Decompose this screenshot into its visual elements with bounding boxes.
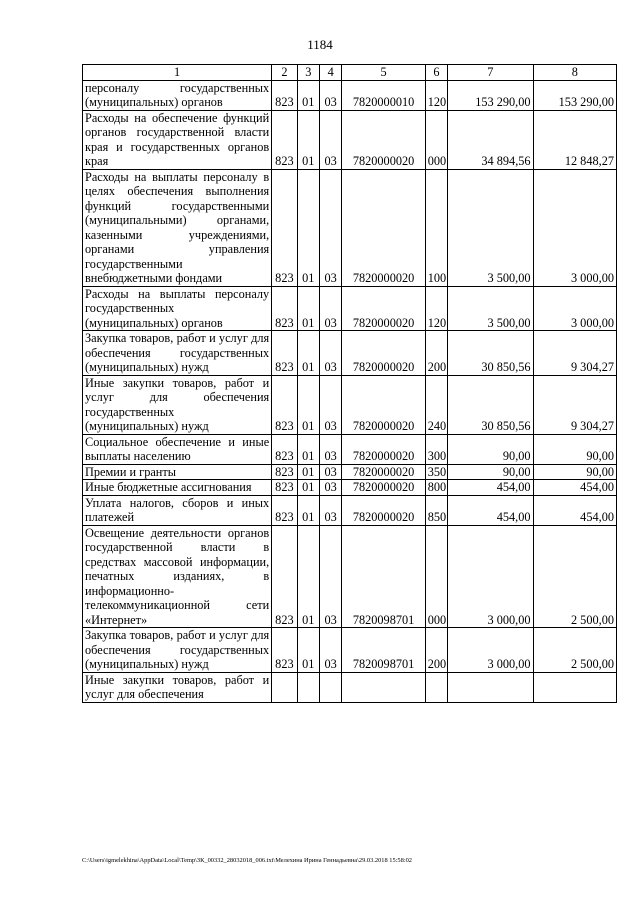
target-article-code: 7820000020 (342, 464, 425, 480)
table-row (83, 525, 617, 628)
expense-type-code: 100 (425, 169, 447, 286)
section-code: 01 (297, 495, 319, 525)
row-description: Расходы на выплаты персоналу в целях обеспечения выполнения функций государственными (муниципальными) органами, казенными учреждениями, органами управления государственными внебюджетными фондами (83, 169, 272, 286)
amount-col-7: 3 500,00 (448, 169, 533, 286)
row-description: Расходы на обеспечение функций органов государственной власти края и государственных органов края (83, 110, 272, 169)
amount-col-8: 9 304,27 (533, 375, 616, 434)
table-row (83, 464, 617, 480)
row-description: Закупка товаров, работ и услуг для обеспечения государственных (муниципальных) нужд (83, 331, 272, 376)
table-row (83, 480, 617, 496)
ministry-code: 823 (272, 375, 297, 434)
section-code: 01 (297, 628, 319, 673)
section-code: 01 (297, 169, 319, 286)
ministry-code: 823 (272, 169, 297, 286)
subsection-code: 03 (319, 628, 341, 673)
section-code: 01 (297, 331, 319, 376)
row-description: персоналу государственных (муниципальных) органов (83, 80, 272, 110)
amount-col-7: 90,00 (448, 434, 533, 464)
column-header-5: 5 (342, 65, 425, 81)
amount-col-7: 34 894,56 (448, 110, 533, 169)
row-description: Закупка товаров, работ и услуг для обеспечения государственных (муниципальных) нужд (83, 628, 272, 673)
section-code: 01 (297, 375, 319, 434)
amount-col-7: 30 850,56 (448, 375, 533, 434)
target-article-code: 7820000020 (342, 434, 425, 464)
expense-type-code: 240 (425, 375, 447, 434)
row-description: Расходы на выплаты персоналу государственных (муниципальных) органов (83, 286, 272, 331)
table-row (83, 110, 617, 169)
target-article-code: 7820000020 (342, 169, 425, 286)
row-description: Освещение деятельности органов государственной власти в средствах массовой информации, печатных изданиях, в информационно-телекоммуникационной сети «Интернет» (83, 525, 272, 628)
amount-col-7: 454,00 (448, 480, 533, 496)
page-number: 1184 (307, 37, 333, 52)
amount-col-7: 30 850,56 (448, 331, 533, 376)
target-article-code: 7820000010 (342, 80, 425, 110)
column-header-8: 8 (533, 65, 616, 81)
section-code: 01 (297, 110, 319, 169)
expense-type-code: 300 (425, 434, 447, 464)
expense-type-code: 120 (425, 80, 447, 110)
target-article-code: 7820000020 (342, 286, 425, 331)
table-row (83, 375, 617, 434)
subsection-code: 03 (319, 464, 341, 480)
header-row (83, 65, 617, 81)
target-article-code: 7820000020 (342, 480, 425, 496)
amount-col-8: 90,00 (533, 464, 616, 480)
table-row (83, 331, 617, 376)
table-row (83, 495, 617, 525)
table-row (83, 286, 617, 331)
expense-type-code (425, 672, 447, 702)
amount-col-8: 454,00 (533, 480, 616, 496)
amount-col-8: 2 500,00 (533, 525, 616, 628)
ministry-code: 823 (272, 80, 297, 110)
amount-col-8: 3 000,00 (533, 286, 616, 331)
subsection-code: 03 (319, 286, 341, 331)
section-code: 01 (297, 286, 319, 331)
amount-col-7: 153 290,00 (448, 80, 533, 110)
row-description: Социальное обеспечение и иные выплаты населению (83, 434, 272, 464)
expense-type-code: 120 (425, 286, 447, 331)
amount-col-7: 3 000,00 (448, 525, 533, 628)
ministry-code: 823 (272, 286, 297, 331)
subsection-code: 03 (319, 480, 341, 496)
ministry-code: 823 (272, 331, 297, 376)
target-article-code (342, 672, 425, 702)
row-description: Премии и гранты (83, 464, 272, 480)
row-description: Уплата налогов, сборов и иных платежей (83, 495, 272, 525)
target-article-code: 7820000020 (342, 495, 425, 525)
file-path-footer: C:\Users\igmelekhina\AppData\Local\Temp\ЗК_00332_28032018_006.txt\Мелехина Ирина Геннадьевна\29.03.2018 15:58:02 (82, 857, 412, 864)
section-code: 01 (297, 464, 319, 480)
ministry-code: 823 (272, 480, 297, 496)
column-header-7: 7 (448, 65, 533, 81)
target-article-code: 7820000020 (342, 110, 425, 169)
subsection-code: 03 (319, 80, 341, 110)
target-article-code: 7820000020 (342, 331, 425, 376)
subsection-code: 03 (319, 495, 341, 525)
table-row (83, 80, 617, 110)
amount-col-7: 3 000,00 (448, 628, 533, 673)
amount-col-8 (533, 672, 616, 702)
amount-col-8: 2 500,00 (533, 628, 616, 673)
amount-col-8: 3 000,00 (533, 169, 616, 286)
amount-col-8: 90,00 (533, 434, 616, 464)
ministry-code: 823 (272, 495, 297, 525)
expense-type-code: 800 (425, 480, 447, 496)
amount-col-8: 12 848,27 (533, 110, 616, 169)
subsection-code (319, 672, 341, 702)
column-header-6: 6 (425, 65, 447, 81)
ministry-code: 823 (272, 525, 297, 628)
budget-table (82, 64, 617, 703)
amount-col-7: 90,00 (448, 464, 533, 480)
ministry-code (272, 672, 297, 702)
expense-type-code: 200 (425, 628, 447, 673)
amount-col-7: 454,00 (448, 495, 533, 525)
subsection-code: 03 (319, 375, 341, 434)
subsection-code: 03 (319, 110, 341, 169)
ministry-code: 823 (272, 110, 297, 169)
subsection-code: 03 (319, 169, 341, 286)
expense-type-code: 200 (425, 331, 447, 376)
expense-type-code: 350 (425, 464, 447, 480)
target-article-code: 7820098701 (342, 525, 425, 628)
subsection-code: 03 (319, 331, 341, 376)
expense-type-code: 000 (425, 525, 447, 628)
ministry-code: 823 (272, 464, 297, 480)
target-article-code: 7820098701 (342, 628, 425, 673)
table-row (83, 672, 617, 702)
expense-type-code: 000 (425, 110, 447, 169)
amount-col-7: 3 500,00 (448, 286, 533, 331)
row-description: Иные бюджетные ассигнования (83, 480, 272, 496)
amount-col-8: 153 290,00 (533, 80, 616, 110)
table-row (83, 434, 617, 464)
ministry-code: 823 (272, 628, 297, 673)
expense-type-code: 850 (425, 495, 447, 525)
section-code: 01 (297, 525, 319, 628)
section-code: 01 (297, 480, 319, 496)
row-description: Иные закупки товаров, работ и услуг для обеспечения государственных (муниципальных) нужд (83, 375, 272, 434)
target-article-code: 7820000020 (342, 375, 425, 434)
section-code (297, 672, 319, 702)
table-row (83, 628, 617, 673)
section-code: 01 (297, 434, 319, 464)
amount-col-8: 9 304,27 (533, 331, 616, 376)
column-header-1: 1 (83, 65, 272, 81)
section-code: 01 (297, 80, 319, 110)
amount-col-7 (448, 672, 533, 702)
amount-col-8: 454,00 (533, 495, 616, 525)
column-header-4: 4 (319, 65, 341, 81)
ministry-code: 823 (272, 434, 297, 464)
column-header-2: 2 (272, 65, 297, 81)
row-description: Иные закупки товаров, работ и услуг для обеспечения (83, 672, 272, 702)
subsection-code: 03 (319, 525, 341, 628)
table-row (83, 169, 617, 286)
column-header-3: 3 (297, 65, 319, 81)
subsection-code: 03 (319, 434, 341, 464)
